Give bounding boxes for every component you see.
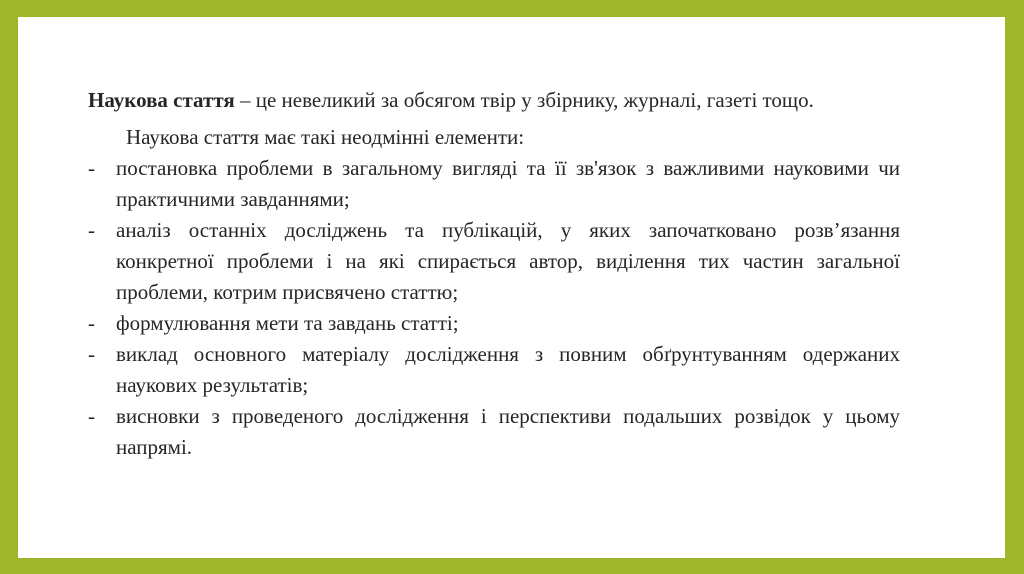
list-item bbox=[88, 153, 900, 215]
elements-heading: Наукова стаття має такі неодмінні елементи: bbox=[126, 125, 525, 149]
slide-content bbox=[88, 85, 900, 463]
list-item bbox=[88, 339, 900, 401]
bullet-dash: - bbox=[88, 156, 95, 180]
list-item-text: висновки з проведеного дослідження і перспективи подальших розвідок у цьому напрямі. bbox=[116, 404, 900, 459]
definition-paragraph bbox=[88, 85, 900, 116]
bullet-dash: - bbox=[88, 342, 95, 366]
list-item bbox=[88, 401, 900, 463]
list-item bbox=[88, 308, 900, 339]
list-item-text: аналіз останніх досліджень та публікацій, у яких започатковано розв’язання конкретної проблеми і на які спирається автор, виділення тих частин загальної проблеми, котрим присвячено статтю; bbox=[116, 218, 900, 304]
elements-list bbox=[88, 153, 900, 463]
list-item bbox=[88, 215, 900, 308]
list-item-text: формулювання мети та завдань статті; bbox=[116, 311, 459, 335]
list-item-text: постановка проблеми в загальному вигляді та її зв'язок з важливими науковими чи практичними завданнями; bbox=[116, 156, 900, 211]
bullet-dash: - bbox=[88, 311, 95, 335]
bullet-dash: - bbox=[88, 218, 95, 242]
definition-text: – це невеликий за обсягом твір у збірнику, журналі, газеті тощо. bbox=[234, 88, 814, 112]
list-item-text: виклад основного матеріалу дослідження з повним обґрунтуванням одержаних наукових результатів; bbox=[116, 342, 900, 397]
definition-term: Наукова стаття bbox=[88, 88, 235, 112]
slide-page bbox=[18, 17, 1005, 558]
bullet-dash: - bbox=[88, 404, 95, 428]
